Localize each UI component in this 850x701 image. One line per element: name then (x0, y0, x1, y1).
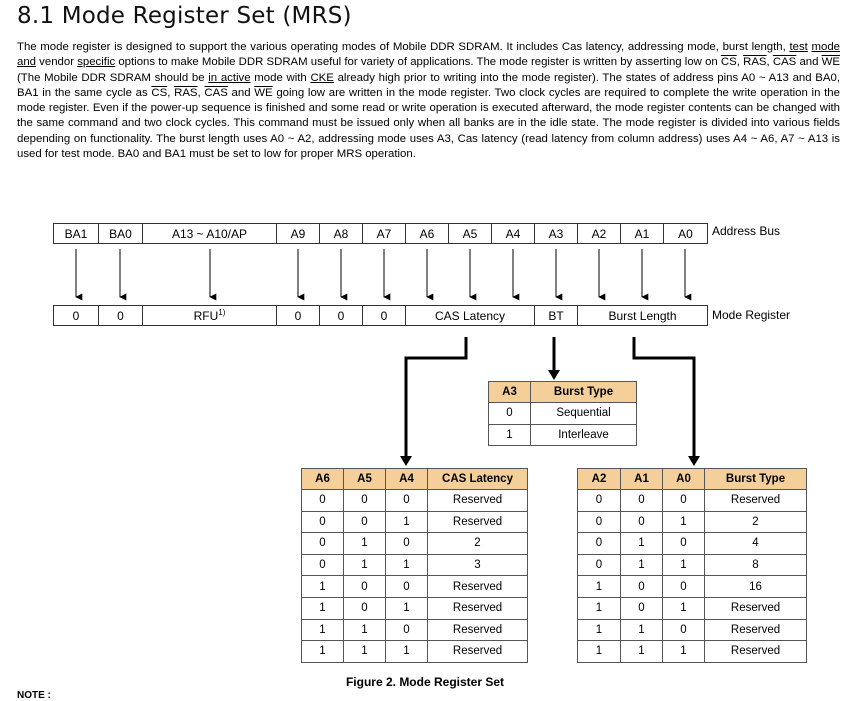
mode-register-row (54, 306, 708, 326)
table-row (578, 597, 807, 619)
table-header: A0 (663, 469, 705, 490)
table-cell: Reserved (428, 619, 528, 641)
table-row (578, 511, 807, 533)
table-cell: 1 (663, 511, 705, 533)
burst-type-table (488, 381, 637, 446)
table-cell: Reserved (705, 641, 807, 663)
bus-cell: A8 (320, 224, 363, 244)
bus-cell: A4 (492, 224, 535, 244)
table-cell: 0 (578, 511, 621, 533)
table-cell: 2 (705, 511, 807, 533)
table-cell: 0 (302, 533, 344, 555)
table-cell: Reserved (428, 511, 528, 533)
table-cell: 0 (578, 554, 621, 576)
table-cell: 1 (386, 641, 428, 663)
table-cell: Reserved (705, 597, 807, 619)
table-row (302, 490, 528, 512)
table-row (302, 641, 528, 663)
table-cell: Sequential (531, 403, 637, 425)
mr-a8: 0 (320, 306, 363, 326)
mr-ba1: 0 (54, 306, 99, 326)
table-row (578, 619, 807, 641)
table-cell: 1 (386, 554, 428, 576)
table-cell: 0 (663, 576, 705, 598)
table-cell: 1 (621, 641, 663, 663)
table-cell: 2 (428, 533, 528, 555)
table-row (578, 533, 807, 555)
bus-cell: A9 (277, 224, 320, 244)
table-cell: 0 (386, 490, 428, 512)
table-cell: 3 (428, 554, 528, 576)
table-cell: 1 (344, 554, 386, 576)
mr-bt: BT (535, 306, 578, 326)
table-cell: 1 (578, 619, 621, 641)
table-header-row (578, 469, 807, 490)
table-header: Burst Type (531, 382, 637, 403)
mode-register-table (53, 305, 708, 326)
bus-cell: A0 (664, 224, 708, 244)
table-cell: 1 (621, 619, 663, 641)
table-row (302, 533, 528, 555)
table-cell: 0 (578, 490, 621, 512)
address-bus-label: Address Bus (712, 224, 781, 238)
table-cell: 0 (578, 533, 621, 555)
mr-burst-length: Burst Length (578, 306, 708, 326)
table-cell: 0 (344, 576, 386, 598)
table-row (578, 490, 807, 512)
table-cell: 0 (621, 511, 663, 533)
bus-cell: A13 ~ A10/AP (143, 224, 277, 244)
table-cell: 4 (705, 533, 807, 555)
table-row (578, 554, 807, 576)
arrow-burst-length (634, 337, 694, 458)
bus-cell: BA1 (54, 224, 99, 244)
bus-cell: A1 (621, 224, 664, 244)
table-cell: 0 (386, 533, 428, 555)
table-cell: Reserved (705, 619, 807, 641)
table-header: CAS Latency (428, 469, 528, 490)
mr-a9: 0 (277, 306, 320, 326)
table-cell: 1 (621, 554, 663, 576)
table-header: A1 (621, 469, 663, 490)
table-cell: 0 (663, 619, 705, 641)
table-cell: 0 (302, 490, 344, 512)
burst-length-table (577, 468, 807, 663)
table-cell: 8 (705, 554, 807, 576)
table-row (302, 511, 528, 533)
table-cell: 1 (302, 619, 344, 641)
bus-cell: BA0 (99, 224, 143, 244)
table-cell: 0 (621, 576, 663, 598)
table-cell: 1 (302, 641, 344, 663)
table-cell: 1 (302, 576, 344, 598)
section-title: 8.1 Mode Register Set (MRS) (17, 3, 352, 29)
mr-a7: 0 (363, 306, 406, 326)
table-header: A2 (578, 469, 621, 490)
bus-cell: A5 (449, 224, 492, 244)
table-cell: 0 (344, 597, 386, 619)
table-cell: Reserved (428, 576, 528, 598)
table-cell: 0 (489, 403, 531, 425)
table-cell: 0 (386, 619, 428, 641)
cas-latency-table (301, 468, 528, 663)
table-cell: 1 (302, 597, 344, 619)
table-cell: 1 (578, 597, 621, 619)
table-cell: 16 (705, 576, 807, 598)
table-cell: 1 (578, 641, 621, 663)
table-header: A4 (386, 469, 428, 490)
bus-cell: A6 (406, 224, 449, 244)
table-header-row (302, 469, 528, 490)
table-row (302, 576, 528, 598)
table-cell: Reserved (428, 490, 528, 512)
table-cell: 0 (302, 511, 344, 533)
table-cell: Interleave (531, 424, 637, 446)
arrowhead-bt (548, 370, 560, 380)
table-cell: 0 (663, 490, 705, 512)
mr-ba0: 0 (99, 306, 143, 326)
description-paragraph: The mode register is designed to support the various operating modes of Mobile DDR SDRAM. It includes Cas latency, addressing mode, burst length, test mode and vendor specific options to make Mobile DDR SDRAM useful for variety of applications. The mode register is written by asserting low on $\overline{CS}$, $\overline{RAS}$, $\overline{CAS}$ and $\overline{WE}$ (The Mobile DDR SDRAM should be in active mode with CKE already high prior to writing into the mode register). The states of address pins A0 ~ A13 and BA0, BA1 in the same cycle as $\overline{CS}$, $\overline{RAS}$, $\overline{CAS}$ and $\overline{WE}$ going low are written in the mode register. Two clock cycles are required to complete the write operation in the mode register. Even if the power-up sequence is finished and some read or write operation is executed afterward, the mode register contents can be changed with the same command and two clock cycles. This command must be issued only when all banks are in the idle state. The mode register is divided into various fields depending on functionality. The burst length uses A0 ~ A2, addressing mode uses A3, Cas latency (read latency from column address) uses A4 ~ A6, A7 ~ A13 is used for test mode. BA0 and BA1 must be set to low for proper MRS operation. (17, 41, 840, 161)
table-header-row (489, 382, 637, 403)
table-cell: Reserved (428, 641, 528, 663)
arrowhead-bl (688, 456, 700, 466)
table-cell: 0 (302, 554, 344, 576)
note-label: NOTE : (17, 690, 51, 701)
table-cell: 0 (386, 576, 428, 598)
table-row (302, 554, 528, 576)
table-cell: 1 (344, 619, 386, 641)
table-cell: 0 (621, 597, 663, 619)
table-cell: 0 (663, 533, 705, 555)
table-row (302, 619, 528, 641)
mr-rfu: RFU$^{1)}$ (143, 306, 277, 326)
table-cell: 1 (344, 641, 386, 663)
table-header: Burst Type (705, 469, 807, 490)
table-cell: Reserved (705, 490, 807, 512)
table-cell: 1 (663, 597, 705, 619)
bus-cell: A2 (578, 224, 621, 244)
table-cell: 0 (344, 490, 386, 512)
table-cell: 0 (344, 511, 386, 533)
arrow-cas-latency (406, 337, 466, 458)
mode-register-label: Mode Register (712, 308, 791, 322)
arrowhead-cas (400, 456, 412, 466)
table-cell: 1 (386, 597, 428, 619)
table-cell: 1 (489, 424, 531, 446)
table-cell: 1 (386, 511, 428, 533)
bus-cell: A7 (363, 224, 406, 244)
table-row (578, 576, 807, 598)
table-row (489, 424, 637, 446)
table-header: A6 (302, 469, 344, 490)
mr-cas-latency: CAS Latency (406, 306, 535, 326)
figure-caption: Figure 2. Mode Register Set (345, 675, 505, 689)
table-header: A5 (344, 469, 386, 490)
bus-cell: A3 (535, 224, 578, 244)
table-cell: 1 (663, 641, 705, 663)
table-cell: 1 (344, 533, 386, 555)
table-row (489, 403, 637, 425)
table-header: A3 (489, 382, 531, 403)
table-cell: 1 (578, 576, 621, 598)
table-row (578, 641, 807, 663)
table-cell: 0 (621, 490, 663, 512)
table-row (302, 597, 528, 619)
table-cell: 1 (663, 554, 705, 576)
table-cell: Reserved (428, 597, 528, 619)
table-cell: 1 (621, 533, 663, 555)
